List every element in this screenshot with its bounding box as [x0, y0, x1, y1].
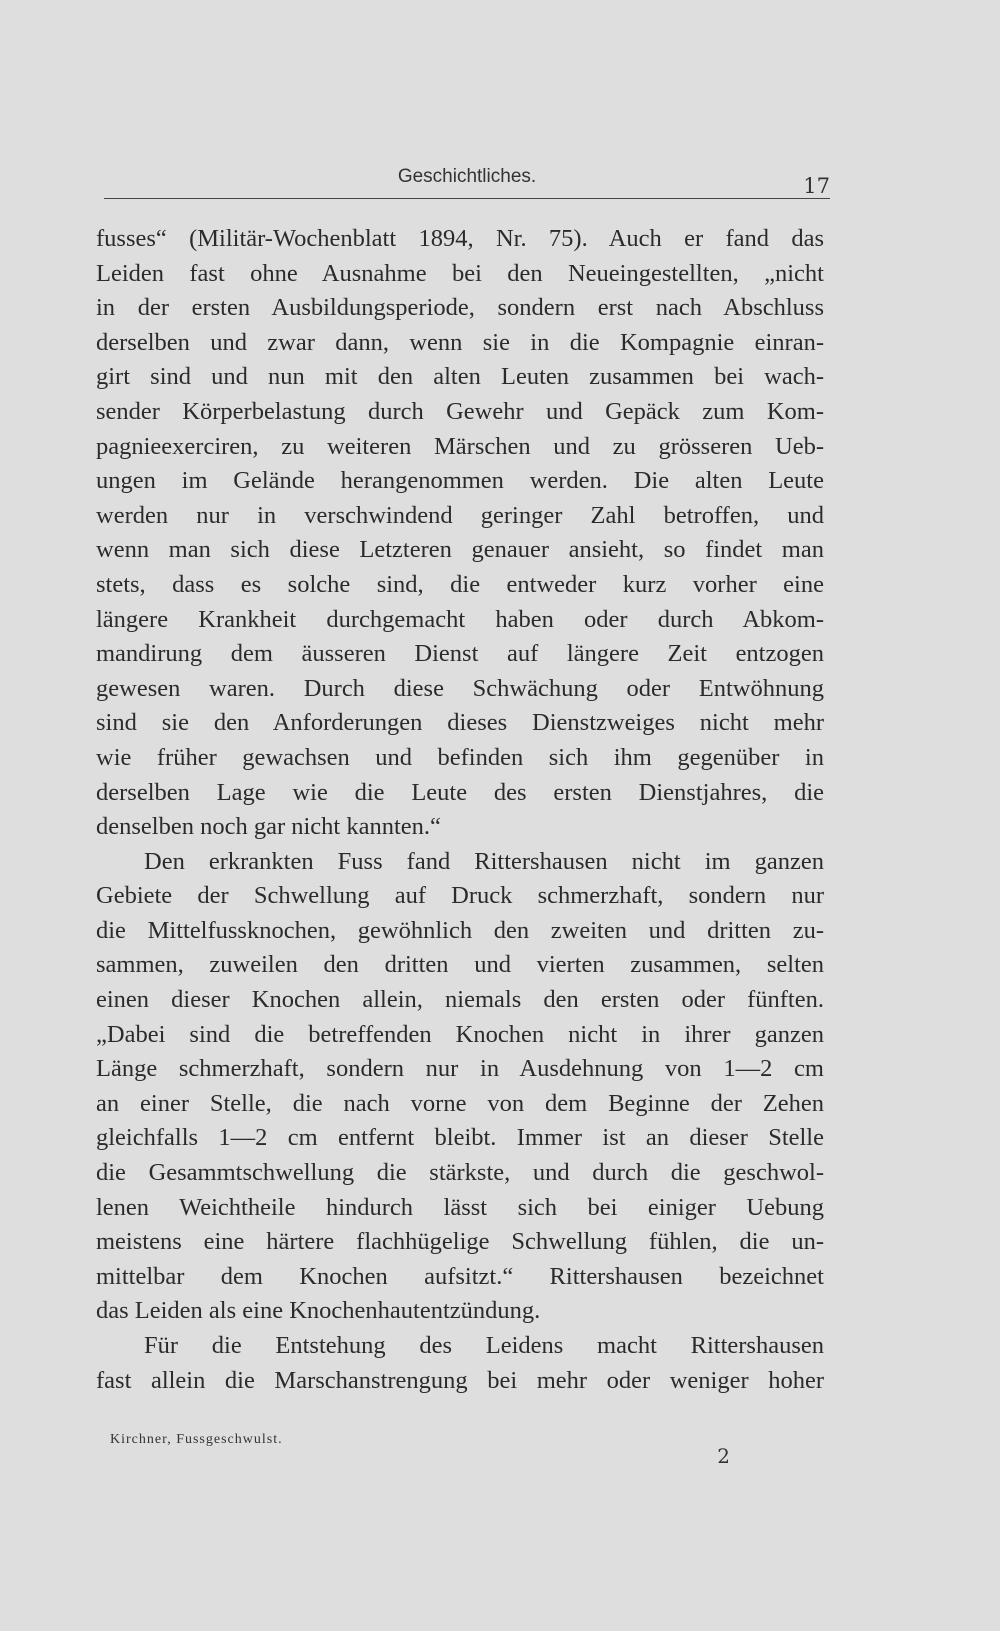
- text-line: gewesen waren. Durch diese Schwächung oder Entwöhnung: [96, 674, 824, 702]
- text-line: einen dieser Knochen allein, niemals den ersten oder fünften.: [96, 986, 824, 1014]
- text-line: gleichfalls 1—2 cm entfernt bleibt. Immer ist an dieser Stelle: [96, 1124, 824, 1152]
- text-line: sind sie den Anforderungen dieses Dienstzweiges nicht mehr: [96, 709, 824, 737]
- text-line: „Dabei sind die betreffenden Knochen nicht in ihrer ganzen: [96, 1020, 824, 1048]
- text-line: das Leiden als eine Knochenhautentzündung.: [96, 1297, 541, 1325]
- text-line: Den erkrankten Fuss fand Rittershausen nicht im ganzen: [144, 847, 824, 875]
- text-line: lenen Weichtheile hindurch lässt sich bei einiger Uebung: [96, 1193, 824, 1221]
- text-line: Für die Entstehung des Leidens macht Rittershausen: [144, 1332, 824, 1359]
- text-line: fast allein die Marschanstrengung bei mehr oder weniger hoher: [96, 1366, 824, 1394]
- text-line: mittelbar dem Knochen aufsitzt.“ Rittershausen bezeichnet: [96, 1262, 824, 1290]
- paragraph-3: [96, 1329, 824, 1398]
- paragraph-2: [96, 845, 824, 1329]
- running-title: Geschichtliches.: [397, 166, 537, 187]
- running-header: [104, 160, 830, 200]
- sheet-number: 2: [717, 1444, 730, 1468]
- text-line: Leiden fast ohne Ausnahme bei den Neueingestellten, „nicht: [96, 259, 824, 287]
- text-line: wenn man sich diese Letzteren genauer ansieht, so findet man: [96, 536, 824, 564]
- text-line: ungen im Gelände herangenommen werden. Die alten Leute: [96, 467, 824, 495]
- header-rule: [104, 198, 830, 199]
- text-line: mandirung dem äusseren Dienst auf längere Zeit entzogen: [96, 640, 824, 668]
- paragraph-1: [96, 222, 824, 845]
- text-line: die Gesammtschwellung die stärkste, und durch die geschwol-: [96, 1159, 824, 1187]
- text-line: stets, dass es solche sind, die entweder kurz vorher eine: [96, 570, 824, 598]
- text-line: pagnieexerciren, zu weiteren Märschen und zu grösseren Ueb-: [96, 432, 824, 460]
- text-line: die Mittelfussknochen, gewöhnlich den zweiten und dritten zu-: [96, 916, 824, 944]
- text-line: an einer Stelle, die nach vorne von dem Beginne der Zehen: [96, 1089, 824, 1117]
- text-line: sender Körperbelastung durch Gewehr und Gepäck zum Kom-: [96, 397, 824, 425]
- text-line: sammen, zuweilen den dritten und vierten zusammen, selten: [96, 951, 824, 979]
- text-line: Gebiete der Schwellung auf Druck schmerzhaft, sondern nur: [96, 882, 824, 910]
- text-line: in der ersten Ausbildungsperiode, sondern erst nach Abschluss: [96, 294, 824, 322]
- text-line: fusses“ (Militär-Wochenblatt 1894, Nr. 75). Auch er fand das: [96, 225, 824, 252]
- body-text: [96, 222, 824, 1398]
- signature-mark: Kirchner, Fussgeschwulst.: [110, 1432, 283, 1447]
- text-line: girt sind und nun mit den alten Leuten zusammen bei wach-: [96, 363, 824, 391]
- text-line: wie früher gewachsen und befinden sich ihm gegenüber in: [96, 743, 824, 771]
- text-line: derselben Lage wie die Leute des ersten Dienstjahres, die: [96, 778, 824, 806]
- text-line: Länge schmerzhaft, sondern nur in Ausdehnung von 1—2 cm: [96, 1055, 824, 1083]
- text-line: meistens eine härtere flachhügelige Schwellung fühlen, die un-: [96, 1228, 824, 1256]
- text-line: werden nur in verschwindend geringer Zahl betroffen, und: [96, 501, 824, 529]
- text-line: derselben und zwar dann, wenn sie in die Kompagnie einran-: [96, 328, 824, 356]
- text-line: längere Krankheit durchgemacht haben oder durch Abkom-: [96, 605, 824, 633]
- page-footer: [110, 1430, 730, 1480]
- page-number: 17: [803, 174, 830, 198]
- text-line: denselben noch gar nicht kannten.“: [96, 813, 441, 841]
